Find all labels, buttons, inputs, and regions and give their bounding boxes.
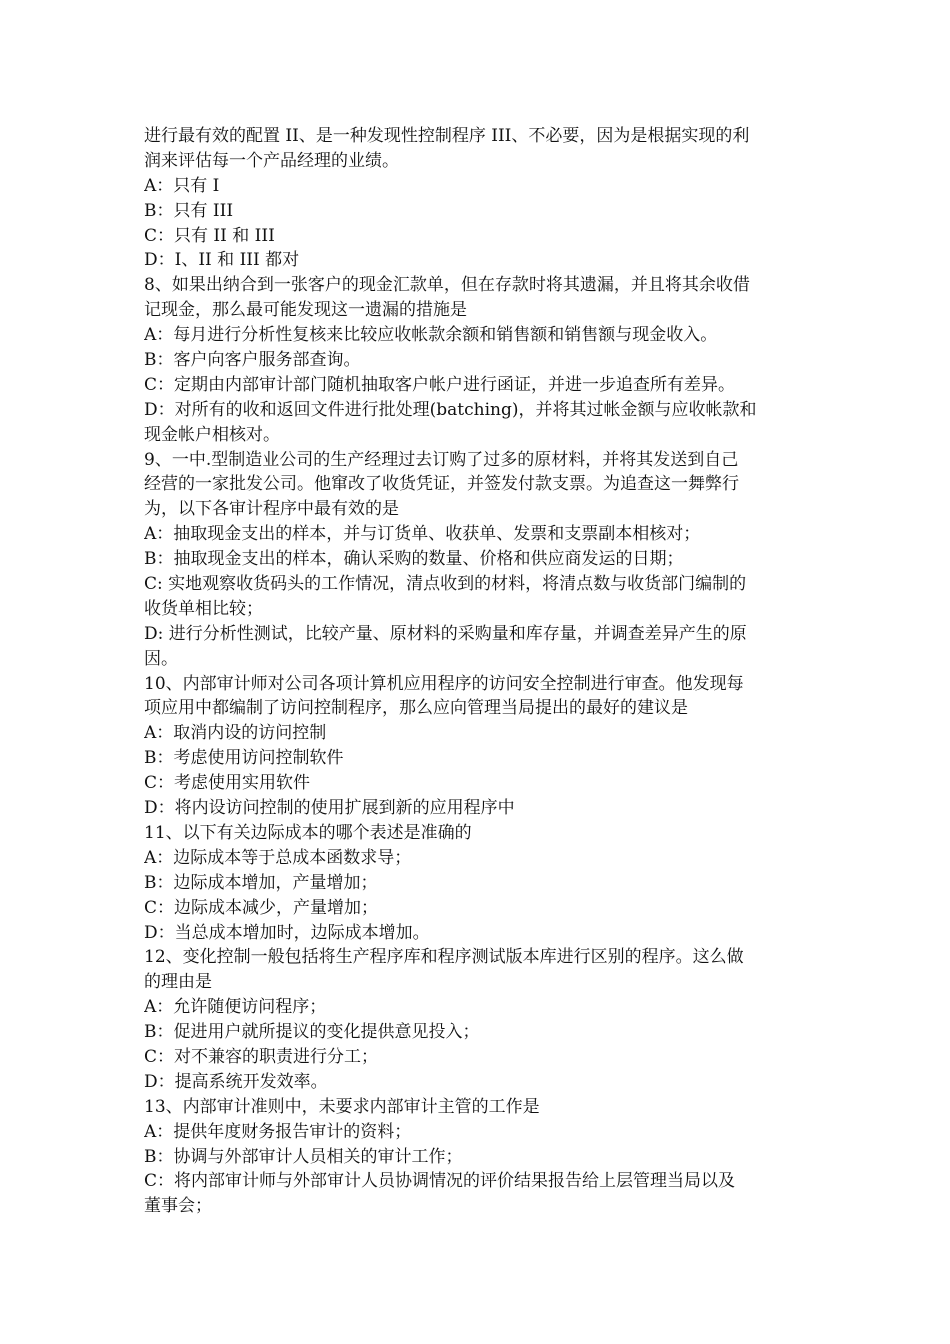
option-c-cont: 董事会； <box>144 1196 212 1217</box>
option-d-cont: 因。 <box>144 648 178 669</box>
question-10: 10、内部审计师对公司各项计算机应用程序的访问安全控制进行审查。他发现每 <box>144 673 744 694</box>
option-b: B：考虑使用访问控制软件 <box>144 748 344 769</box>
option-c: C：边际成本减少，产量增加； <box>144 897 379 918</box>
question-11: 11、以下有关边际成本的哪个表述是准确的 <box>144 822 472 843</box>
option-c: C: 实地观察收货码头的工作情况，清点收到的材料，将清点数与收货部门编制的 <box>144 574 747 595</box>
question-9-cont: 为，以下各审计程序中最有效的是 <box>144 499 399 520</box>
option-a: A：允许随便访问程序； <box>144 997 327 1018</box>
option-b: B：抽取现金支出的样本，确认采购的数量、价格和供应商发运的日期； <box>144 549 684 570</box>
option-c: C：只有 II 和 III <box>144 225 275 246</box>
question-9: 9、一中.型制造业公司的生产经理过去订购了过多的原材料，并将其发送到自己 <box>144 449 739 470</box>
option-c-cont: 收货单相比较； <box>144 598 263 619</box>
option-c: C：将内部审计师与外部审计人员协调情况的评价结果报告给上层管理当局以及 <box>144 1171 736 1192</box>
option-a: A：提供年度财务报告审计的资料； <box>144 1121 412 1142</box>
option-d-cont: 现金帐户相核对。 <box>144 424 280 445</box>
option-a: A：抽取现金支出的样本，并与订货单、收获单、发票和支票副本相核对； <box>144 524 701 545</box>
option-b: B：协调与外部审计人员相关的审计工作； <box>144 1146 463 1167</box>
option-b: B：边际成本增加，产量增加； <box>144 872 378 893</box>
text-line: 进行最有效的配置 II、是一种发现性控制程序 III、不必要，因为是根据实现的利 <box>144 126 750 146</box>
option-c: C：定期由内部审计部门随机抽取客户帐户进行函证，并进一步追查所有差异。 <box>144 374 736 395</box>
option-b: B：促进用户就所提议的变化提供意见投入； <box>144 1022 480 1043</box>
question-8-cont: 记现金，那么最可能发现这一遗漏的措施是 <box>144 300 467 321</box>
option-a: A：每月进行分析性复核来比较应收帐款余额和销售额和销售额与现金收入。 <box>144 325 718 346</box>
text-line: 润来评估每一个产品经理的业绩。 <box>144 150 399 171</box>
option-d: D: 进行分析性测试，比较产量、原材料的采购量和库存量，并调查差异产生的原 <box>144 623 747 644</box>
question-13: 13、内部审计准则中，未要求内部审计主管的工作是 <box>144 1096 540 1117</box>
option-a: A：只有 I <box>144 175 220 196</box>
option-c: C：对不兼容的职责进行分工； <box>144 1046 379 1067</box>
option-d: D：当总成本增加时，边际成本增加。 <box>144 922 430 943</box>
question-10-cont: 项应用中都编制了访问控制程序，那么应向管理当局提出的最好的建议是 <box>144 698 688 719</box>
option-d: D：将内设访问控制的使用扩展到新的应用程序中 <box>144 798 515 819</box>
option-b: B：客户向客户服务部查询。 <box>144 350 361 371</box>
question-8: 8、如果出纳合到一张客户的现金汇款单，但在存款时将其遗漏，并且将其余收借 <box>144 275 750 296</box>
question-12-cont: 的理由是 <box>144 972 212 993</box>
option-d: D：对所有的收和返回文件进行批处理(batching)，并将其过帐金额与应收帐款和 <box>144 399 757 420</box>
option-c: C：考虑使用实用软件 <box>144 773 311 794</box>
option-b: B：只有 III <box>144 200 234 221</box>
document-body <box>144 124 808 1219</box>
question-9-cont: 经营的一家批发公司。他窜改了收货凭证，并签发付款支票。为追查这一舞弊行 <box>144 474 739 495</box>
question-12: 12、变化控制一般包括将生产程序库和程序测试版本库进行区别的程序。这么做 <box>144 947 744 968</box>
option-a: A：边际成本等于总成本函数求导； <box>144 847 412 868</box>
option-d: D：I、II 和 III 都对 <box>144 250 300 271</box>
option-d: D：提高系统开发效率。 <box>144 1071 328 1092</box>
option-a: A：取消内设的访问控制 <box>144 723 327 744</box>
